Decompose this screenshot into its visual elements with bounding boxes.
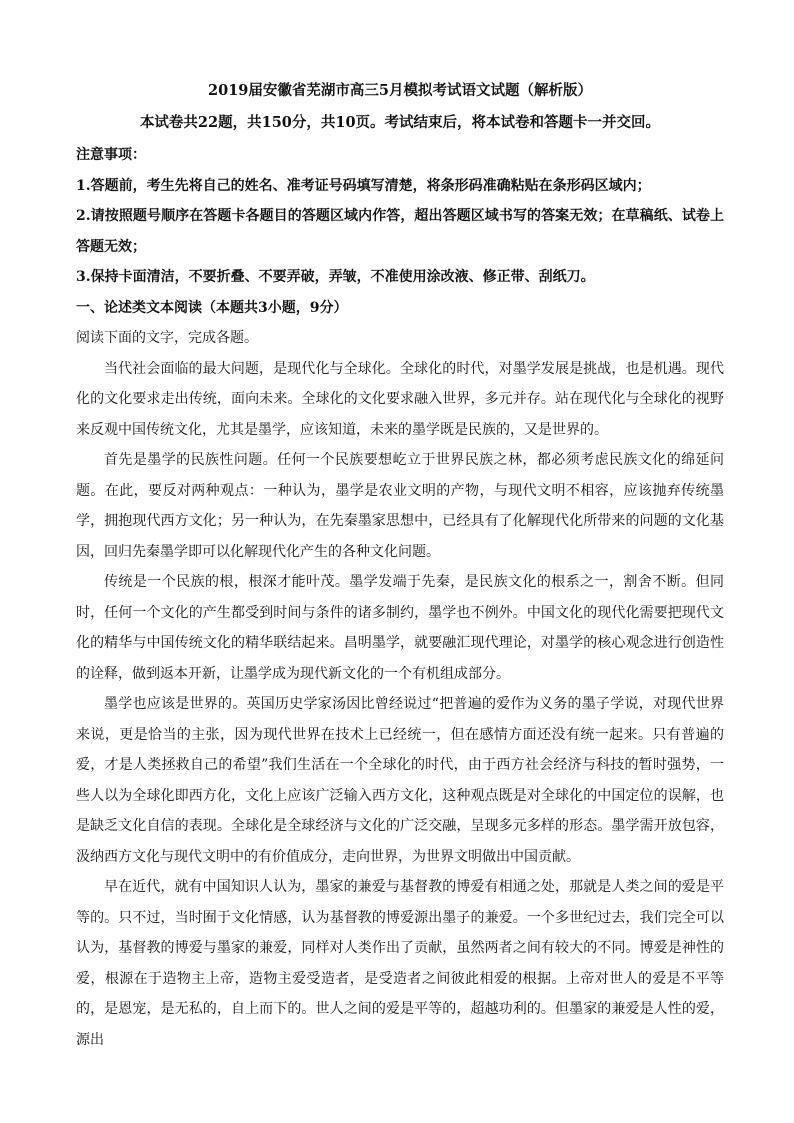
passage-paragraph-1: 当代社会面临的最大问题，是现代化与全球化。全球化的时代，对墨学发展是挑战，也是机遇。现代化的文化要求走出传统，面向未来。全球化的文化要求融入世界，多元并存。站在现代化与全球化的视野来反观中国传统文化，尤其是墨学，应该知道，未来的墨学既是民族的，又是世界的。 <box>76 360 724 438</box>
section-heading: 一、论述类文本阅读（本题共3小题，9分） <box>76 299 348 316</box>
passage-paragraph-3: 传统是一个民族的根，根深才能叶茂。墨学发端于先秦，是民族文化的根系之一，割舍不断。但同时，任何一个文化的产生都受到时间与条件的诸多制约，墨学也不例外。中国文化的现代化需要把现代文化的精华与中国传统文化的精华联结起来。昌明墨学，就要融汇现代理论，对墨学的核心观念进行创造性的诠释，做到返本开新，让墨学成为现代新文化的一个有机组成部分。 <box>76 574 724 682</box>
passage-paragraph-5: 早在近代，就有中国知识人认为，墨家的兼爱与基督教的博爱有相通之处，那就是人类之间的爱是平等的。只不过，当时囿于文化情感，认为基督教的博爱源出墨子的兼爱。一个多世纪过去，我们完全可以认为，基督教的博爱与墨家的兼爱，同样对人类作出了贡献，虽然两者之间有较大的不同。博爱是神性的爱，根源在于造物主上帝，造物主爱受造者，是受造者之间彼此相爱的根据。上帝对世人的爱是不平等的，是恩宠，是无私的，自上而下的。世人之间的爱是平等的，超越功利的。但墨家的兼爱是人性的爱，源出 <box>76 879 724 1048</box>
notice-heading: 注意事项： <box>76 147 146 163</box>
notice-item-3: 3.保持卡面清洁，不要折叠、不要弄破，弄皱，不准使用涂改液、修正带、刮纸刀。 <box>76 269 595 285</box>
notice-item-2: 2.请按照题号顺序在答题卡各题目的答题区域内作答，超出答题区域书写的答案无效；在草稿纸、试卷上答题无效； <box>76 208 724 255</box>
document-page <box>76 78 724 1055</box>
document-subtitle: 本试卷共22题，共150分，共10页。考试结束后，将本试卷和答题卡一并交回。 <box>139 114 661 131</box>
passage-paragraph-4: 墨学也应该是世界的。英国历史学家汤因比曾经说过“把普遍的爱作为义务的墨子学说，对现代世界来说，更是恰当的主张，因为现代世界在技术上已经统一，但在感情方面还没有统一起来。只有普遍的爱，才是人类拯救自己的希望”我们生活在一个全球化的时代，由于西方社会经济与科技的暂时强势，一些人以为全球化即西方化，文化上应该广泛输入西方文化，这种观点既是对全球化的中国定位的误解，也是缺乏文化自信的表现。全球化是全球经济与文化的广泛交融，呈现多元多样的形态。墨学需开放包容，汲纳西方文化与现代文明中的有价值成分，走向世界，为世界文明做出中国贡献。 <box>76 696 724 865</box>
notice-item-1: 1.答题前，考生先将自己的姓名、准考证号码填写清楚，将条形码准确粘贴在条形码区域内； <box>76 177 651 194</box>
document-title: 2019届安徽省芜湖市高三5月模拟考试语文试题（解析版） <box>208 82 592 99</box>
passage-paragraph-2: 首先是墨学的民族性问题。任何一个民族要想屹立于世界民族之林，都必须考虑民族文化的绵延问题。在此，要反对两种观点：一种认为，墨学是农业文明的产物，与现代文明不相容，应该抛弃传统墨学，拥抱现代西方文化；另一种认为，在先秦墨家思想中，已经具有了化解现代化所带来的问题的文化基因，回归先秦墨学即可以化解现代化产生的各种文化问题。 <box>76 452 724 560</box>
reading-instruction: 阅读下面的文字，完成各题。 <box>76 330 258 346</box>
